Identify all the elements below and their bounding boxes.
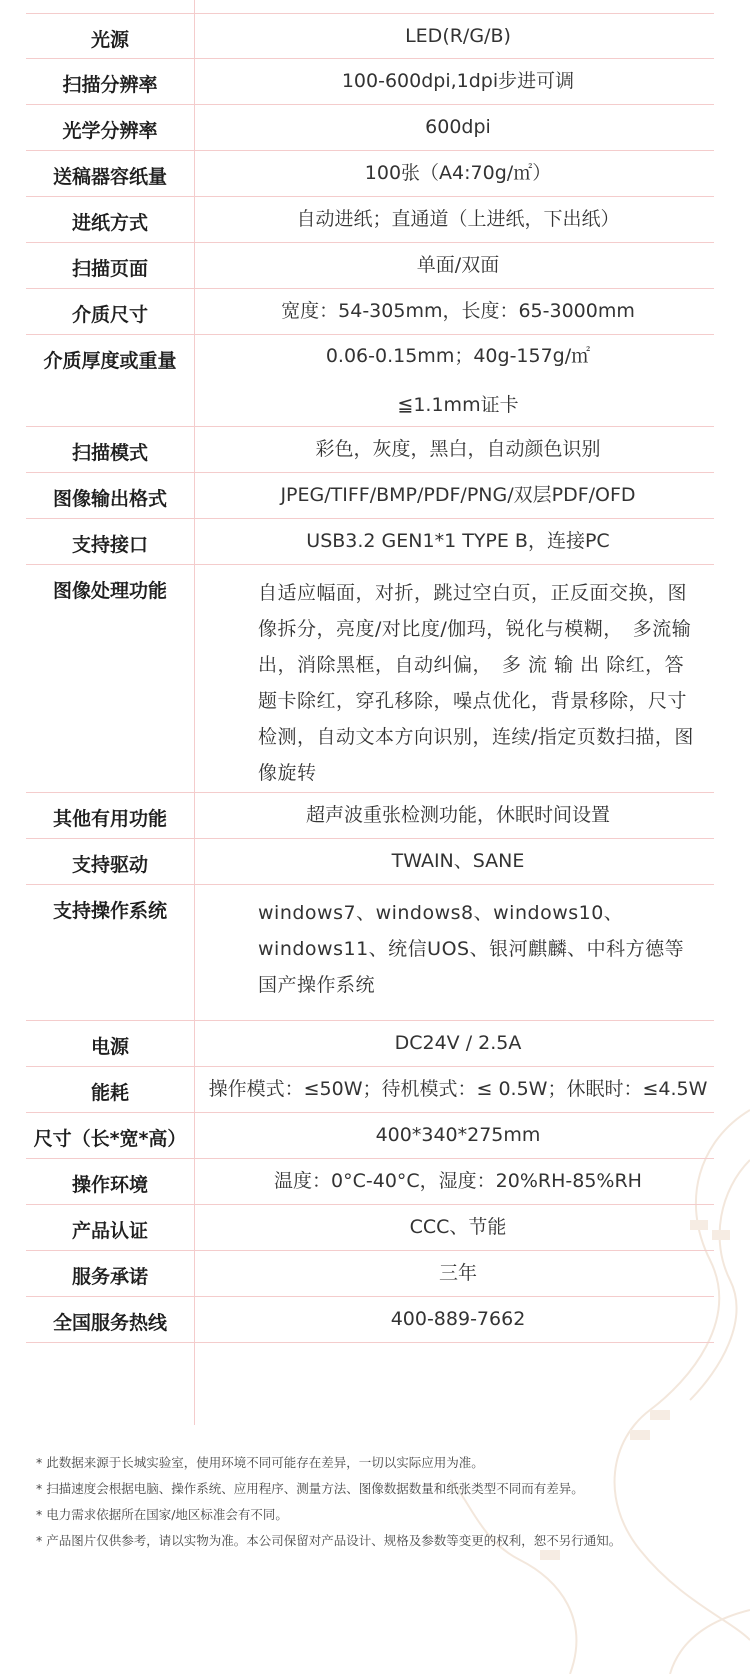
spec-value-line: JPEG/TIFF/BMP/PDF/PNG/双层PDF/OFD (280, 484, 636, 506)
spec-label: 介质尺寸 (71, 304, 148, 326)
spec-label: 扫描页面 (71, 258, 148, 280)
spec-value (194, 105, 714, 150)
footnote: * 扫描速度会根据电脑、操作系统、应用程序、测量方法、图像数据数量和纸张类型不同而有差异。 (36, 1481, 584, 1496)
spec-value (194, 793, 714, 838)
spec-label: 图像处理功能 (52, 580, 167, 602)
spec-label: 图像输出格式 (52, 488, 167, 510)
spec-row (26, 1159, 714, 1205)
spec-row (26, 1021, 714, 1067)
spec-label: 介质厚度或重量 (43, 350, 177, 372)
spec-label: 尺寸（长*宽*高） (33, 1128, 187, 1150)
spec-row (26, 59, 714, 105)
spec-value-line: 400*340*275mm (375, 1124, 541, 1146)
spec-value (194, 1021, 714, 1066)
spec-value-paragraph: 自适应幅面，对折，跳过空白页，正反面交换，图像拆分，亮度/对比度/伽玛，锐化与模糊， 多流输出，消除黑框，自动纠偏， 多 流 输 出 除红，答题卡除红，穿孔移除，噪点优化，背景移除，尺寸检测，自动文本方向识别，连续/指定页数扫描，图像旋转 (258, 582, 694, 784)
spec-row (26, 1113, 714, 1159)
spec-value (194, 14, 714, 58)
spec-value-line: ≦1.1mm证卡 (397, 393, 519, 416)
spec-value-line: 单面/双面 (416, 254, 500, 276)
spec-label: 操作环境 (71, 1174, 148, 1196)
spec-label: 扫描模式 (71, 442, 148, 464)
spec-value-line: 400-889-7662 (390, 1308, 526, 1330)
footnote: * 产品图片仅供参考，请以实物为准。本公司保留对产品设计、规格及参数等变更的权利，恕不另行通知。 (36, 1533, 622, 1548)
spec-value (194, 197, 714, 242)
spec-value-line: 超声波重张检测功能，休眠时间设置 (305, 804, 610, 826)
spec-value-line: 0.06-0.15mm；40g-157g/㎡ (325, 344, 591, 367)
spec-label: 送稿器容纸量 (52, 166, 167, 188)
spec-value (194, 839, 714, 884)
spec-value-line: 彩色，灰度，黑白，自动颜色识别 (315, 438, 601, 460)
spec-value-line: 三年 (438, 1262, 477, 1284)
spec-table (26, 0, 714, 1343)
spec-row (26, 197, 714, 243)
spec-row (26, 105, 714, 151)
spec-row (26, 1297, 714, 1343)
spec-label: 扫描分辨率 (62, 74, 158, 96)
spec-label: 能耗 (90, 1082, 129, 1104)
spec-row (26, 1067, 714, 1113)
spec-label: 进纸方式 (71, 212, 148, 234)
spec-value (194, 59, 714, 104)
spec-value (194, 1159, 714, 1204)
spec-value (194, 243, 714, 288)
column-divider (194, 0, 195, 1425)
spec-row (26, 289, 714, 335)
spec-label: 光源 (90, 29, 129, 51)
spec-value-line: 宽度：54-305mm，长度：65-3000mm (281, 300, 635, 322)
spec-value (194, 1251, 714, 1296)
spec-label: 服务承诺 (71, 1266, 148, 1288)
spec-value (194, 1113, 714, 1158)
spec-value-line: 100张（A4:70g/㎡） (364, 162, 552, 184)
spec-row (26, 243, 714, 289)
spec-value (194, 1297, 714, 1342)
spec-label: 电源 (90, 1036, 129, 1058)
spec-value-line: 操作模式：≤50W；待机模式：≤ 0.5W；休眠时：≤4.5W (208, 1078, 708, 1100)
spec-value (194, 1067, 714, 1112)
spec-label: 支持操作系统 (52, 900, 167, 922)
spec-row (26, 13, 714, 59)
footnote: * 电力需求依据所在国家/地区标准会有不同。 (36, 1507, 288, 1522)
spec-row (26, 519, 714, 565)
spec-value-line: 100-600dpi,1dpi步进可调 (341, 70, 575, 92)
footnotes (36, 1450, 726, 1554)
spec-value-line: 600dpi (425, 116, 491, 138)
spec-row (26, 427, 714, 473)
spec-row (26, 885, 714, 1021)
spec-value (194, 427, 714, 472)
spec-value (194, 289, 714, 334)
spec-label: 产品认证 (71, 1220, 148, 1242)
spec-row (26, 839, 714, 885)
spec-value-line: TWAIN、SANE (391, 850, 525, 872)
spec-label: 支持接口 (71, 534, 148, 556)
spec-label: 光学分辨率 (62, 120, 158, 142)
spec-value (194, 151, 714, 196)
spec-row (26, 1251, 714, 1297)
spec-row (26, 151, 714, 197)
spec-value-paragraph: windows7、windows8、windows10、windows11、统信UOS、银河麒麟、中科方德等国产操作系统 (258, 902, 685, 996)
spec-value (194, 1205, 714, 1250)
spec-value-line: LED(R/G/B) (405, 24, 511, 47)
spec-value-line: CCC、节能 (409, 1216, 507, 1238)
spec-label: 其他有用功能 (52, 808, 167, 830)
spec-value (194, 565, 714, 792)
spec-row (26, 473, 714, 519)
spec-value-line: 自动进纸；直通道（上进纸，下出纸） (296, 208, 620, 230)
spec-value-line: 温度：0°C-40°C，湿度：20%RH-85%RH (274, 1170, 642, 1192)
spec-value (194, 473, 714, 518)
spec-value (194, 885, 714, 1020)
spec-row (26, 1205, 714, 1251)
footnote: * 此数据来源于长城实验室，使用环境不同可能存在差异，一切以实际应用为准。 (36, 1455, 484, 1470)
spec-value-line: USB3.2 GEN1*1 TYPE B，连接PC (306, 530, 610, 552)
spec-row (26, 793, 714, 839)
spec-label: 全国服务热线 (52, 1312, 167, 1334)
spec-value (194, 335, 714, 426)
spec-row (26, 335, 714, 427)
spec-value (194, 519, 714, 564)
spec-row (26, 565, 714, 793)
spec-value-line: DC24V / 2.5A (394, 1032, 522, 1054)
spec-label: 支持驱动 (71, 854, 148, 876)
